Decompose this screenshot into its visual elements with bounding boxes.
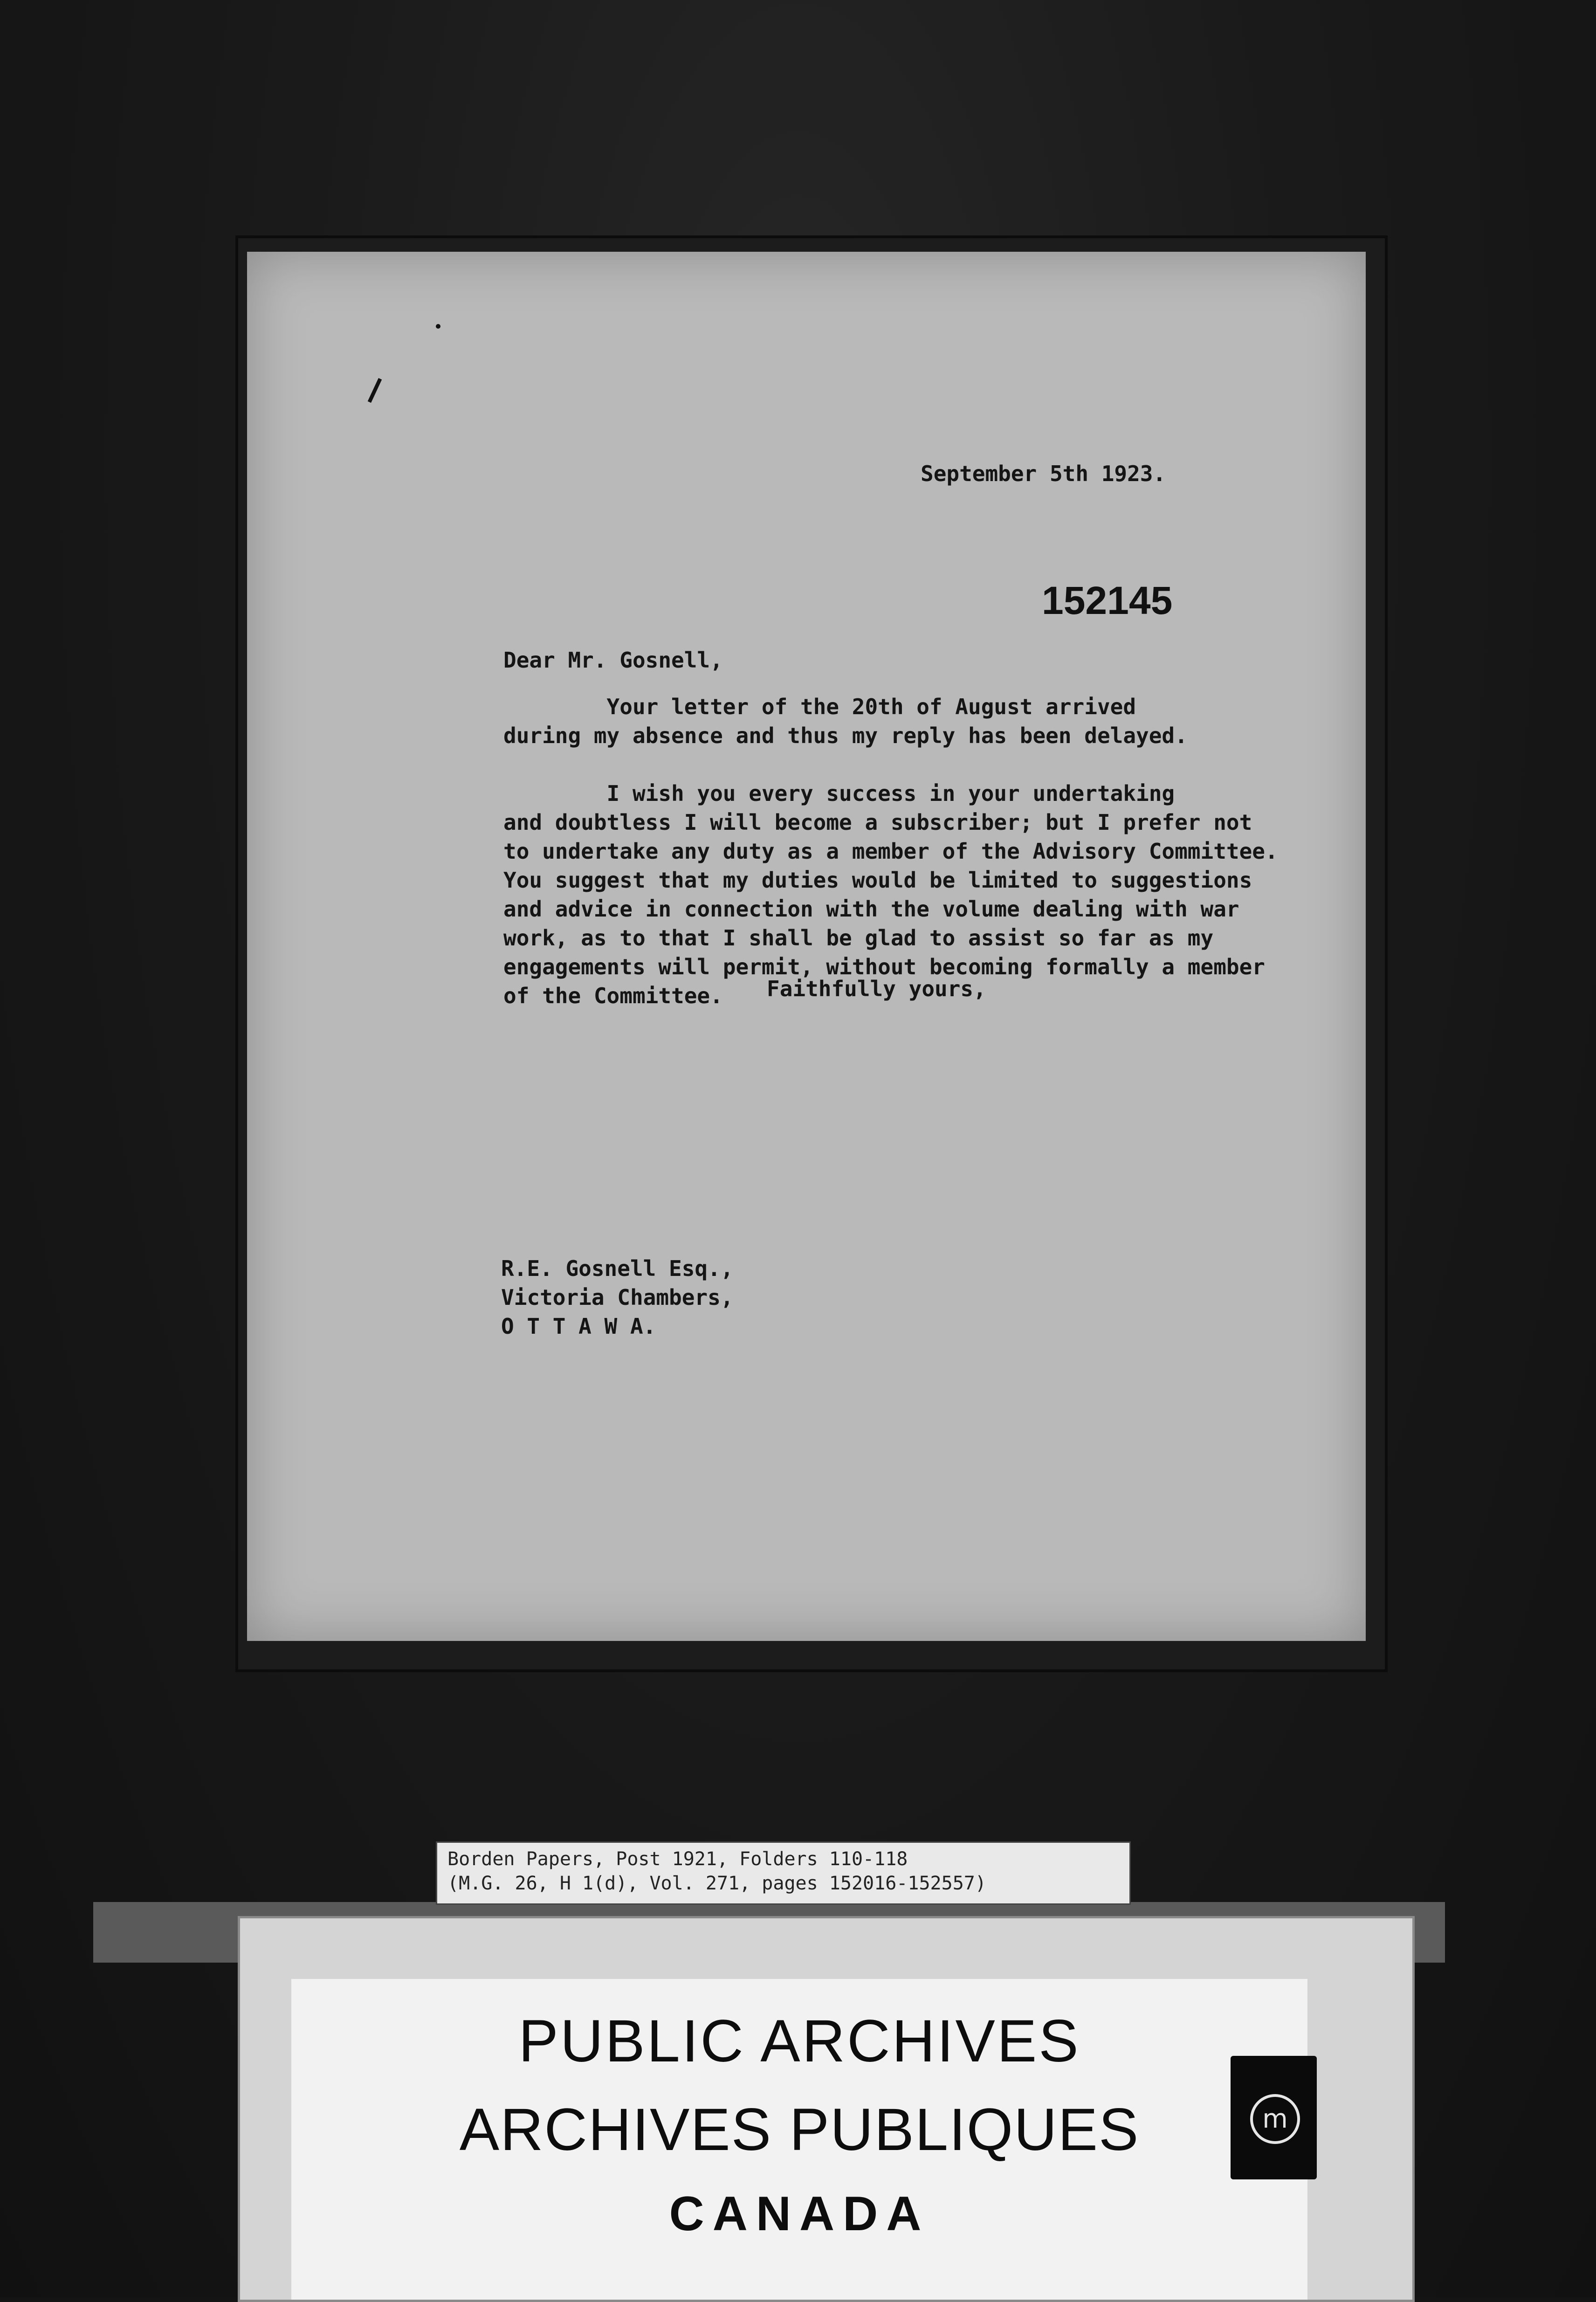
microfilm-badge xyxy=(1231,2056,1317,2179)
document-number: 152145 xyxy=(1042,579,1173,622)
reference-line-1: Borden Papers, Post 1921, Folders 110-118 xyxy=(447,1848,908,1870)
archive-name-english: PUBLIC ARCHIVES xyxy=(518,2008,1080,2075)
microfilm-logo-icon: m xyxy=(1250,2094,1300,2144)
letter-closing: Faithfully yours, xyxy=(767,976,986,1001)
recipient-address: R.E. Gosnell Esq., Victoria Chambers, O T T A W A. xyxy=(501,1256,734,1339)
ink-dot xyxy=(436,324,440,329)
archive-name-french: ARCHIVES PUBLIQUES xyxy=(459,2096,1140,2163)
letter-date: September 5th 1923. xyxy=(921,461,1166,486)
reference-line-2: (M.G. 26, H 1(d), Vol. 271, pages 152016-152557) xyxy=(447,1873,986,1894)
letter-salutation: Dear Mr. Gosnell, xyxy=(503,648,723,673)
archive-country: CANADA xyxy=(669,2187,930,2241)
reference-label xyxy=(436,1841,1131,1905)
letter-body: Your letter of the 20th of August arrived during my absence and thus my reply has been delayed. I wish you every success in your undertaking and doubtless I will become a subscriber; but I prefer not to undertake any duty as a member of the Advisory Committee. You suggest that my duties would be limited to suggestions and advice in connection with the volume dealing with war work, as to that I shall be glad to assist so far as my engagements will permit, without becoming formally a member of the Committee. xyxy=(503,694,1278,1008)
archive-stamp-inner xyxy=(291,1979,1307,2300)
